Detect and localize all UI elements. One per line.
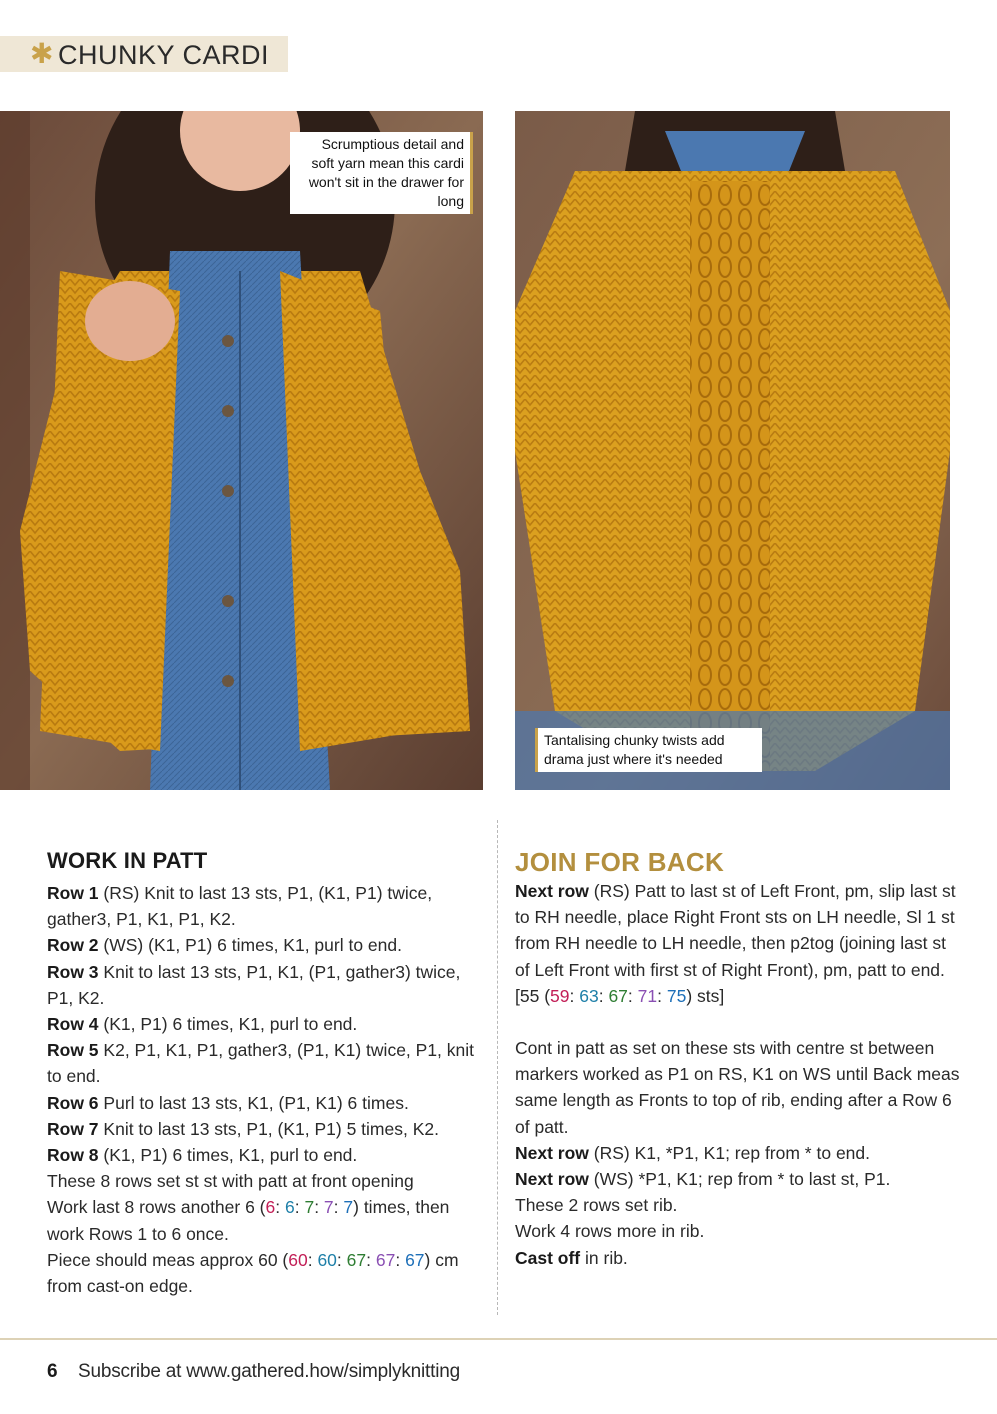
asterisk-flower-icon: ✱ xyxy=(30,38,54,69)
patt-set-note: These 8 rows set st st with patt at front opening xyxy=(47,1171,414,1192)
subscribe-link[interactable]: Subscribe at www.gathered.how/simplyknitting xyxy=(78,1361,460,1382)
stitch-count: [55 (59: 63: 67: 71: 75) sts] xyxy=(515,985,725,1006)
rib-more-note: Work 4 rows more in rib. xyxy=(515,1221,705,1242)
page-number: 6 xyxy=(47,1361,58,1382)
row-3: Row 3 Knit to last 13 sts, P1, K1, (P1, gather3) twice, P1, K2. xyxy=(47,961,461,1008)
row-7: Row 7 Knit to last 13 sts, P1, (K1, P1) 5 times, K2. xyxy=(47,1118,439,1139)
row-5: Row 5 K2, P1, K1, P1, gather3, (P1, K1) twice, P1, knit to end. xyxy=(47,1040,475,1087)
rib-row-rs: Next row (RS) K1, *P1, K1; rep from * to end. xyxy=(515,1142,870,1163)
rib-row-ws: Next row (WS) *P1, K1; rep from * to last st, P1. xyxy=(515,1169,891,1190)
row-6: Row 6 Purl to last 13 sts, K1, (P1, K1) 6 times. xyxy=(47,1092,409,1113)
section-heading-join-for-back: JOIN FOR BACK xyxy=(515,847,725,877)
column-divider xyxy=(497,820,498,1315)
repeat-instruction: Work last 8 rows another 6 (6: 6: 7: 7: 7) times, then work Rows 1 to 6 once. xyxy=(47,1197,450,1244)
measure-instruction: Piece should meas approx 60 (60: 60: 67: 67: 67) cm from cast-on edge. xyxy=(47,1249,459,1297)
section-heading-work-in-patt: WORK IN PATT xyxy=(47,848,208,873)
row-1: Row 1 (RS) Knit to last 13 sts, P1, (K1, P1) twice, gather3, P1, K1, P1, K2. xyxy=(47,883,433,930)
row-8: Row 8 (K1, P1) 6 times, K1, purl to end. xyxy=(47,1145,358,1166)
row-instructions xyxy=(47,880,487,1168)
join-next-row: Next row (RS) Patt to last st of Left Front, pm, slip last st to RH needle, place Right Front sts on LH needle, Sl 1 st from RH needle to LH needle, then p2tog (joining last st of Left Front with first st of Right Front), pm, patt to end. xyxy=(515,881,956,980)
photo-caption-back: Tantalising chunky twists add drama just where it's needed xyxy=(535,728,762,772)
right-column xyxy=(515,846,965,1271)
left-column xyxy=(47,846,487,1299)
footer-rule xyxy=(0,1338,997,1340)
cast-off-instruction: Cast off in rib. xyxy=(515,1247,628,1268)
continue-instruction: Cont in patt as set on these sts with centre st between markers worked as P1 on RS, K1 on WS until Back meas same length as Fronts to top of rib, ending after a Row 6 of patt. xyxy=(515,1038,960,1137)
back-view-photo xyxy=(515,111,950,790)
row-2: Row 2 (WS) (K1, P1) 6 times, K1, purl to end. xyxy=(47,935,402,956)
rib-set-note: These 2 rows set rib. xyxy=(515,1195,678,1216)
section-title: CHUNKY CARDI xyxy=(58,40,270,70)
photo-caption-front: Scrumptious detail and soft yarn mean this cardi won't sit in the drawer for long xyxy=(290,132,473,214)
row-4: Row 4 (K1, P1) 6 times, K1, purl to end. xyxy=(47,1014,358,1035)
